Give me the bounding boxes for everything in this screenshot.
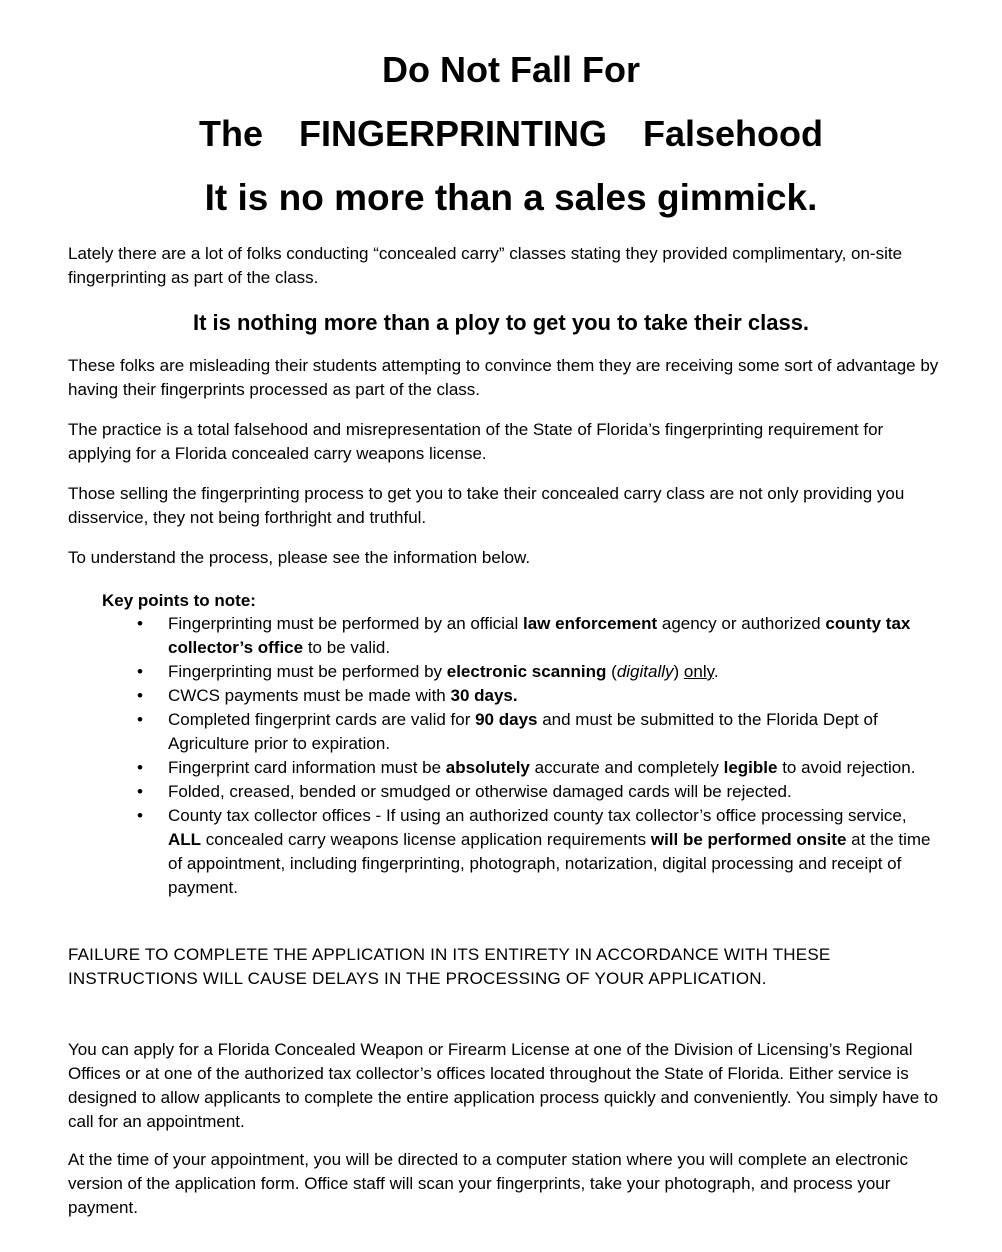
intro-paragraph: Lately there are a lot of folks conducting “concealed carry” classes stating they provided complimentary, on-site fingerprinting as part of the class. bbox=[68, 244, 903, 287]
title-line-2: The FINGERPRINTING Falsehood bbox=[198, 113, 824, 154]
bullet-bold: legible bbox=[723, 758, 778, 777]
bullet-bold: ALL bbox=[168, 830, 202, 849]
paragraph-falsehood: The practice is a total falsehood and misrepresentation of the State of Florida’s fingerprinting requirement for applying for a Florida concealed carry weapons license. bbox=[68, 420, 884, 463]
key-point-electronic-scanning bbox=[0, 660, 938, 684]
key-point-cwcs-payments bbox=[0, 684, 938, 708]
bullet-bold: electronic scanning bbox=[446, 662, 607, 681]
bullet-text: and must be submitted to the Florida Dept of Agriculture prior to expiration. bbox=[168, 710, 878, 753]
bullet-text: accurate and completely bbox=[529, 758, 724, 777]
bullet-bold: law enforcement bbox=[522, 614, 658, 633]
bullet-text: . bbox=[713, 662, 719, 681]
key-point-90-days bbox=[0, 708, 938, 756]
key-points-list bbox=[0, 612, 1002, 900]
key-points-label: Key points to note: bbox=[102, 591, 256, 610]
bullet-italic: digitally bbox=[616, 662, 674, 681]
bullet-text: to avoid rejection. bbox=[777, 758, 916, 777]
bullet-text: concealed carry weapons license application requirements bbox=[201, 830, 651, 849]
title-line-1: Do Not Fall For bbox=[382, 49, 640, 90]
bullet-bold: absolutely bbox=[445, 758, 530, 777]
key-point-law-enforcement bbox=[0, 612, 938, 660]
bullet-text: Folded, creased, bended or smudged or otherwise damaged cards will be rejected. bbox=[168, 782, 792, 801]
bullet-text: at the time of appointment, including fingerprinting, photograph, notarization, digital processing and receipt of payment. bbox=[168, 830, 931, 897]
bullet-text: County tax collector offices - If using an authorized county tax collector’s office processing service, bbox=[168, 806, 907, 825]
title-line-3: It is no more than a sales gimmick. bbox=[204, 177, 818, 218]
bullet-text: Fingerprinting must be performed by an official bbox=[168, 614, 523, 633]
key-point-damaged-cards bbox=[0, 780, 938, 804]
paragraph-misleading: These folks are misleading their students attempting to convince them they are receiving some sort of advantage by having their fingerprints processed as part of the class. bbox=[68, 356, 939, 399]
bullet-text: agency or authorized bbox=[657, 614, 826, 633]
key-point-tax-collector bbox=[0, 804, 938, 900]
key-point-legible bbox=[0, 756, 938, 780]
bullet-text: ) bbox=[673, 662, 684, 681]
bullet-text: CWCS payments must be made with bbox=[168, 686, 451, 705]
subheading: It is nothing more than a ploy to get you to take their class. bbox=[192, 310, 810, 335]
bullet-text: Completed fingerprint cards are valid for bbox=[168, 710, 476, 729]
paragraph-appointment: At the time of your appointment, you will be directed to a computer station where you will complete an electronic version of the application form. Office staff will scan your fingerprints, take your photograph, and process your payment. bbox=[68, 1150, 909, 1217]
paragraph-understand: To understand the process, please see the information below. bbox=[68, 548, 531, 567]
failure-warning: FAILURE TO COMPLETE THE APPLICATION IN ITS ENTIRETY IN ACCORDANCE WITH THESE INSTRUCTIONS WILL CAUSE DELAYS IN THE PROCESSING OF YOUR APPLICATION. bbox=[68, 945, 831, 988]
bullet-text: Fingerprint card information must be bbox=[168, 758, 446, 777]
bullet-text: ( bbox=[606, 662, 617, 681]
bullet-bold: 90 days bbox=[475, 710, 538, 729]
paragraph-disservice: Those selling the fingerprinting process to get you to take their concealed carry class are not only providing you disservice, they not being forthright and truthful. bbox=[68, 484, 905, 527]
bullet-bold: county tax collector’s office bbox=[168, 614, 911, 657]
paragraph-apply: You can apply for a Florida Concealed Weapon or Firearm License at one of the Division of Licensing’s Regional Offices or at one of the authorized tax collector’s offices located throughout the State of Florida. Either service is designed to allow applicants to complete the entire application process quickly and conveniently. You simply have to call for an appointment. bbox=[68, 1040, 939, 1131]
bullet-text: to be valid. bbox=[303, 638, 391, 657]
bullet-bold: will be performed onsite bbox=[650, 830, 847, 849]
bullet-bold: 30 days. bbox=[450, 686, 518, 705]
bullet-text: Fingerprinting must be performed by bbox=[168, 662, 447, 681]
bullet-underline: only bbox=[683, 662, 714, 681]
